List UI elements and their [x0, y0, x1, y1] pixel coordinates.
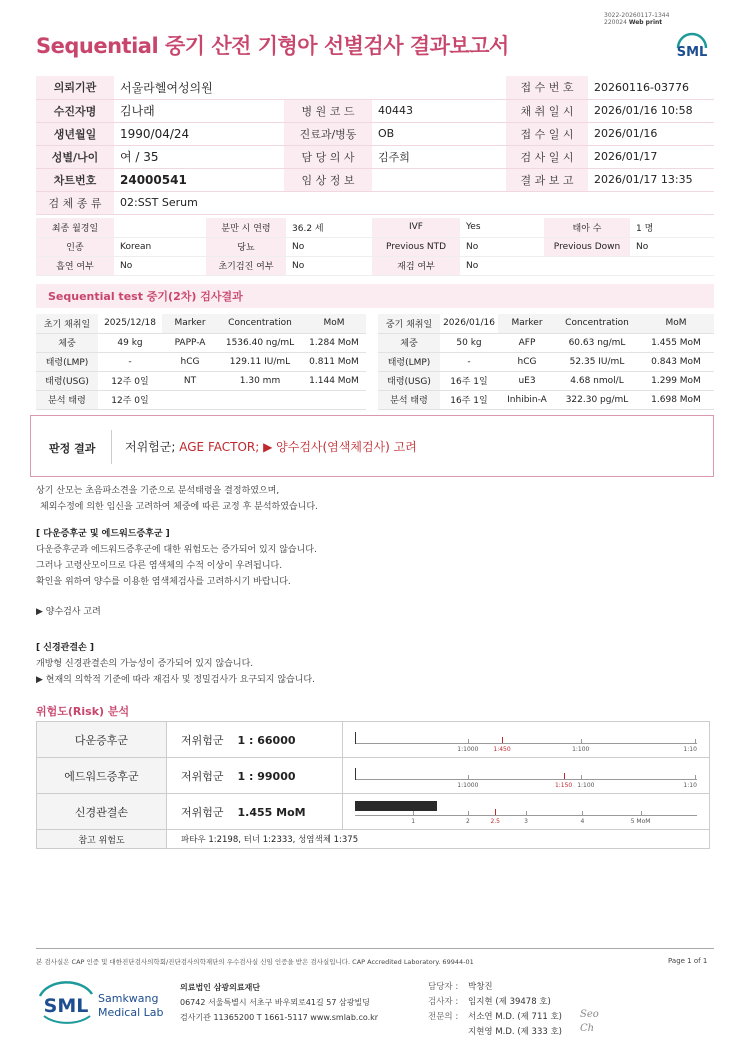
first-usg-value: 12주 0일 — [98, 371, 162, 390]
scale-tick-label: 1 — [411, 818, 416, 825]
staff-role: 담당자 : — [428, 982, 459, 992]
first-marker-header: Marker — [162, 314, 218, 333]
staff-info — [428, 980, 562, 1040]
scale-tick-label: 1:10 — [683, 782, 697, 789]
risk-value-cell — [167, 758, 343, 794]
diabetes-label: 당뇨 — [206, 237, 286, 256]
risk-scale-ntd — [343, 794, 710, 830]
risk-value-cell — [167, 794, 343, 830]
risk-scale-down — [343, 722, 710, 758]
verdict-text-b: AGE FACTOR; ▶ 양수검사(염색체검사) 고려 — [179, 440, 417, 454]
receipt-no-value: 20260116-03776 — [588, 76, 714, 99]
scale-tick-label: 1:100 — [572, 746, 590, 753]
early-test-value: No — [286, 256, 372, 275]
scale-tick-label: 5 MoM — [630, 818, 651, 825]
scale-tick-label: 3 — [524, 818, 528, 825]
req-org-label: 의뢰기관 — [36, 76, 114, 99]
first-date-value: 2025/12/18 — [98, 314, 162, 333]
second-usg-label: 태령(USG) — [378, 371, 440, 390]
comment-line: 확인을 위하여 양수를 이용한 염색체검사를 고려하시기 바랍니다. — [36, 577, 291, 587]
age-at-delivery-label: 분만 시 연령 — [206, 218, 286, 237]
age-at-delivery-value: 36.2 세 — [286, 218, 372, 237]
risk-value: 1 : 99000 — [237, 769, 296, 783]
prev-down-label: Previous Down — [544, 237, 630, 256]
svg-text:Samkwang: Samkwang — [98, 992, 159, 1005]
org-info — [180, 980, 378, 1025]
second-lmp-label: 태령(LMP) — [378, 352, 440, 371]
svg-text:SML: SML — [676, 45, 708, 60]
signature-line: Seo — [580, 1009, 599, 1020]
specimen-value: 02:SST Serum — [114, 191, 714, 214]
second-usg-value: 16주 1일 — [440, 371, 498, 390]
verdict-text — [125, 438, 417, 455]
clinical-value — [372, 168, 506, 191]
dob-value: 1990/04/24 — [114, 122, 284, 145]
marker-name: hCG — [162, 352, 218, 371]
first-weight-label: 체중 — [36, 333, 98, 352]
risk-table — [36, 721, 710, 849]
dept-label: 진료과/병동 — [284, 122, 372, 145]
second-conc-header: Concentration — [556, 314, 638, 333]
comment-ntd — [36, 640, 315, 688]
second-mom-header: MoM — [638, 314, 714, 333]
diabetes-value: No — [286, 237, 372, 256]
sex-age-label: 성별/나이 — [36, 145, 114, 168]
patient-name-label: 수진자명 — [36, 99, 114, 122]
first-usg-label: 태령(USG) — [36, 371, 98, 390]
comment-amnio: ▶ 양수검사 고려 — [36, 607, 101, 617]
marker-mom: 1.455 MoM — [638, 333, 714, 352]
report-title: Sequential 중기 산전 기형아 선별검사 결과보고서 — [36, 34, 509, 58]
receipt-no-label: 접 수 번 호 — [506, 76, 588, 99]
comment-line: ▶ 현재의 의학적 기준에 따라 재검사 및 정밀검사가 요구되지 않습니다. — [36, 675, 315, 685]
document-code: 3022-20260117-1344 220024 Web print — [604, 12, 670, 26]
comment-down — [36, 526, 317, 590]
risk-value: 1 : 66000 — [237, 733, 296, 747]
risk-scale-edwards — [343, 758, 710, 794]
first-trimester-table — [36, 314, 366, 410]
second-analysis-label: 분석 태령 — [378, 390, 440, 409]
accreditation-note: 본 검사실은 CAP 인증 및 대한진단검사의학회/진단검사의학재단의 우수검사실 신임 인증을 받은 검사실입니다. CAP Accredited Laboratory. 69944-01 — [36, 958, 474, 966]
scale-tick-label: 4 — [580, 818, 585, 825]
marker-conc: 4.68 nmol/L — [556, 371, 638, 390]
ntd-title: [ 신경관결손 ] — [36, 643, 94, 653]
staff-name: 박창진 — [468, 982, 493, 992]
req-org-value: 서울라헬여성의원 — [114, 76, 506, 99]
mom-bar — [355, 801, 437, 811]
race-value: Korean — [114, 237, 206, 256]
second-weight-value: 50 kg — [440, 333, 498, 352]
risk-group: 저위험군 — [181, 805, 224, 819]
prev-ntd-value: No — [460, 237, 544, 256]
marker-name: hCG — [498, 352, 556, 371]
staff-name: 임지현 (제 39478 호) — [468, 997, 551, 1007]
clinical-info-table — [36, 218, 714, 276]
org-name: 의료법인 삼광의료재단 — [180, 983, 261, 992]
comment-line: 개방형 신경관결손의 가능성이 증가되어 있지 않습니다. — [36, 659, 254, 669]
staff-name: 서소연 M.D. (제 711 호) — [468, 1012, 563, 1022]
risk-group: 저위험군 — [181, 733, 224, 747]
first-lmp-value: - — [98, 352, 162, 371]
verdict-text-a: 저위험군; — [125, 440, 176, 454]
report-date-label: 결 과 보 고 — [506, 168, 588, 191]
second-trimester-table — [378, 314, 714, 410]
marker-conc: 1.30 mm — [218, 371, 302, 390]
risk-value-cell — [167, 722, 343, 758]
fetus-count-value: 1 명 — [630, 218, 714, 237]
ivf-value: Yes — [460, 218, 544, 237]
verdict-box — [30, 415, 714, 477]
scale-cutoff-label: 2.5 — [490, 818, 500, 825]
staff-role: 전문의 : — [428, 1012, 459, 1022]
signature — [580, 1008, 599, 1036]
test-date-value: 2026/01/17 — [588, 145, 714, 168]
prev-ntd-label: Previous NTD — [372, 237, 460, 256]
section-title: Sequential test 중기(2차) 검사결과 — [36, 284, 714, 308]
collect-date-value: 2026/01/16 10:58 — [588, 99, 714, 122]
race-label: 인종 — [36, 237, 114, 256]
risk-name: 다운증후군 — [37, 722, 167, 758]
specimen-label: 검 체 종 류 — [36, 191, 114, 214]
risk-name: 신경관결손 — [37, 794, 167, 830]
marker-name: AFP — [498, 333, 556, 352]
org-contact: 검사기관 11365200 T 1661-5117 www.smlab.co.kr — [180, 1013, 379, 1022]
prev-down-value: No — [630, 237, 714, 256]
page-number: Page 1 of 1 — [668, 957, 708, 965]
chart-no-value: 24000541 — [114, 168, 284, 191]
marker-conc: 60.63 ng/mL — [556, 333, 638, 352]
fetus-count-label: 태아 수 — [544, 218, 630, 237]
samkwang-logo-icon — [36, 980, 166, 1026]
scale-tick-label: 1:10 — [683, 746, 697, 753]
comment-line: 다운증후군과 에드워드증후군에 대한 위험도는 증가되어 있지 않습니다. — [36, 545, 317, 555]
first-date-label: 초기 채취일 — [36, 314, 98, 333]
verdict-label: 판정 결과 — [49, 442, 96, 455]
marker-mom: 1.144 MoM — [302, 371, 366, 390]
receipt-date-value: 2026/01/16 — [588, 122, 714, 145]
marker-name: Inhibin-A — [498, 390, 556, 409]
scale-tick-label: 1:1000 — [457, 782, 479, 789]
first-lmp-label: 태령(LMP) — [36, 352, 98, 371]
svg-text:SML: SML — [43, 995, 89, 1017]
report-date-value: 2026/01/17 13:35 — [588, 168, 714, 191]
doctor-label: 담 당 의 사 — [284, 145, 372, 168]
first-weight-value: 49 kg — [98, 333, 162, 352]
signature-line: Ch — [580, 1023, 595, 1034]
test-date-label: 검 사 일 시 — [506, 145, 588, 168]
dob-label: 생년월일 — [36, 122, 114, 145]
marker-name: uE3 — [498, 371, 556, 390]
marker-name: PAPP-A — [162, 333, 218, 352]
marker-mom: 0.811 MoM — [302, 352, 366, 371]
first-conc-header: Concentration — [218, 314, 302, 333]
marker-mom: 1.698 MoM — [638, 390, 714, 409]
second-weight-label: 체중 — [378, 333, 440, 352]
scale-cutoff-label: 1:450 — [493, 746, 511, 753]
risk-group: 저위험군 — [181, 769, 224, 783]
sml-logo-icon — [672, 26, 712, 66]
retest-value: No — [460, 256, 544, 275]
chart-no-label: 차트번호 — [36, 168, 114, 191]
marker-conc: 1536.40 ng/mL — [218, 333, 302, 352]
dept-value: OB — [372, 122, 506, 145]
doctor-value: 김주희 — [372, 145, 506, 168]
sex-age-value: 여 / 35 — [114, 145, 284, 168]
down-title: [ 다운증후군 및 에드워드증후군 ] — [36, 529, 170, 539]
first-analysis-value: 12주 0일 — [98, 390, 162, 409]
svg-text:Medical Lab: Medical Lab — [98, 1006, 164, 1019]
marker-mom: 0.843 MoM — [638, 352, 714, 371]
risk-name: 에드워드증후군 — [37, 758, 167, 794]
patient-name-value: 김나래 — [114, 99, 284, 122]
comment-analysis — [36, 483, 318, 515]
second-analysis-value: 16주 1일 — [440, 390, 498, 409]
lmp-value — [114, 218, 206, 237]
second-marker-header: Marker — [498, 314, 556, 333]
scale-tick-label: 2 — [465, 818, 470, 825]
receipt-date-label: 접 수 일 시 — [506, 122, 588, 145]
marker-conc: 322.30 pg/mL — [556, 390, 638, 409]
first-analysis-label: 분석 태령 — [36, 390, 98, 409]
smoking-value: No — [114, 256, 206, 275]
org-address: 06742 서울특별시 서초구 바우뫼로41길 57 삼광빌딩 — [180, 998, 370, 1007]
risk-title: 위험도(Risk) 분석 — [36, 705, 130, 718]
patient-info-table — [36, 76, 714, 215]
ref-risk-value: 파타우 1:2198, 터너 1:2333, 성염색체 1:375 — [167, 830, 710, 849]
ref-risk-label: 참고 위험도 — [37, 830, 167, 849]
hosp-code-value: 40443 — [372, 99, 506, 122]
marker-mom: 1.299 MoM — [638, 371, 714, 390]
second-date-value: 2026/01/16 — [440, 314, 498, 333]
retest-label: 재검 여부 — [372, 256, 460, 275]
collect-date-label: 채 취 일 시 — [506, 99, 588, 122]
risk-value: 1.455 MoM — [237, 805, 306, 819]
early-test-label: 초기검진 여부 — [206, 256, 286, 275]
comment-line: 그러나 고령산모이므로 다른 염색체의 수적 이상이 우려됩니다. — [36, 561, 283, 571]
marker-name: NT — [162, 371, 218, 390]
comment-line: 상기 산모는 초음파소견을 기준으로 분석태령을 결정하였으며, — [36, 486, 280, 496]
staff-role: 검사자 : — [428, 997, 459, 1007]
smoking-label: 흡연 여부 — [36, 256, 114, 275]
staff-name: 지현영 M.D. (제 333 호) — [468, 1027, 563, 1037]
second-lmp-value: - — [440, 352, 498, 371]
marker-conc: 129.11 IU/mL — [218, 352, 302, 371]
marker-mom: 1.284 MoM — [302, 333, 366, 352]
hosp-code-label: 병 원 코 드 — [284, 99, 372, 122]
marker-conc: 52.35 IU/mL — [556, 352, 638, 371]
second-date-label: 중기 채취일 — [378, 314, 440, 333]
scale-tick-label: 1:100 — [577, 782, 595, 789]
scale-tick-label: 1:1000 — [457, 746, 479, 753]
clinical-label: 임 상 정 보 — [284, 168, 372, 191]
first-mom-header: MoM — [302, 314, 366, 333]
lmp-label: 최종 월경일 — [36, 218, 114, 237]
comment-line: 체외수정에 의한 임신을 고려하여 체중에 따른 교정 후 분석하였습니다. — [40, 502, 318, 512]
scale-cutoff-label: 1:150 — [554, 782, 573, 789]
ivf-label: IVF — [372, 218, 460, 237]
